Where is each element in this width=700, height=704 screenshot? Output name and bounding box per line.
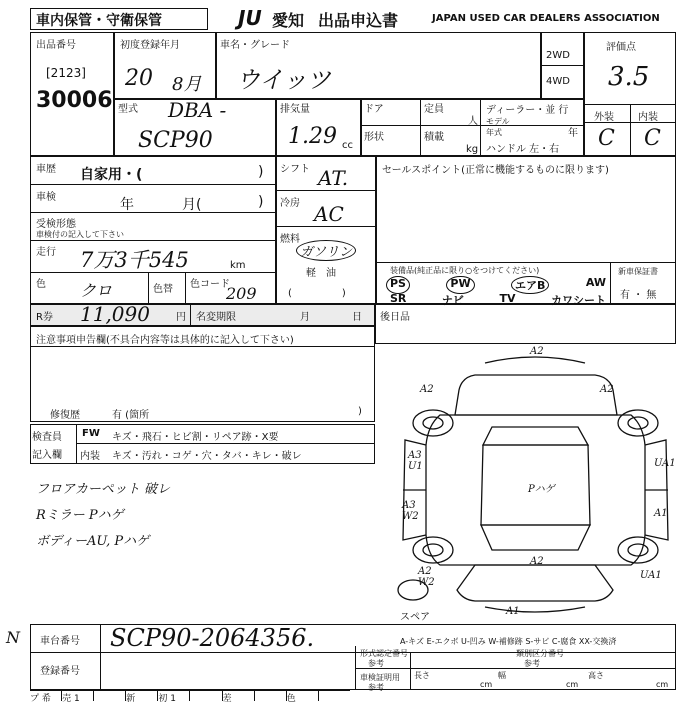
selling-points-label: セールスポイント(正常に機能するものに限ります) [382,165,609,176]
footer-cell: 色 [287,691,319,701]
color-code-value: 209 [226,284,257,303]
damage-mark-a3-w2: A3 W2 [402,500,419,522]
mileage-unit: km [230,260,246,271]
damage-mark-ua1-upper: UA1 [654,458,676,469]
drive-2wd: 2WD [546,50,570,61]
color-label: 色 [36,279,46,290]
inspector-label2: 記入欄 [32,450,62,461]
damage-legend: A-キズ E-エクボ U-凹み W-補修跡 S-サビ C-腐食 XX-交換済 [400,637,617,646]
fuel-label: 燃料 [280,234,300,245]
equipment-leather: カワシート [550,294,606,307]
shaken-close: ) [258,194,264,210]
length-unit: cm [480,680,493,689]
equipment-pw: PW [446,276,474,294]
footer-cell: 初 1 [158,691,190,701]
after-label: 後日品 [380,312,410,323]
notes-label: 注意事項申告欄(不具合内容等は具体的に記入して下さい) [36,335,294,346]
shift-label: シフト [280,164,310,175]
capacity-label: 定員 [424,104,444,115]
interior-grade: C [644,126,661,151]
inspector-comment-2: Rミラー Pハゲ [36,508,124,523]
store-label: 車内保管・守衛保管 [36,13,162,29]
name-change-day: 日 [352,312,362,323]
receive-note: 車検付の記入して下さい [36,230,124,239]
inspector-interior: 内装 [80,451,100,462]
lot-label: 出品番号 [36,40,76,51]
width-label: 幅 [498,671,506,680]
shaken-label: 車検 [36,192,56,203]
shaken-month: 月( [182,197,202,213]
lot-bracket-code: [2123] [46,66,86,80]
color-code-label: 色コード [190,279,230,290]
chassis-number: SCP90-2064356. [110,624,315,652]
damage-mark-a2-rear: A2 [530,556,544,567]
equipment-label: 装備品(純正品に限り○をつけてください) [390,266,540,275]
displacement-label: 排気量 [280,104,310,115]
damage-mark-a2-right: A2 [600,384,614,395]
equipment-ps: PS [386,276,410,294]
repair-value: 有 (箇所 [112,410,150,421]
equipment-aw: AW [585,276,606,289]
equipment-tv: TV [499,292,516,305]
org-logo: JU [238,6,262,30]
model-code: SCP90 [138,128,213,153]
length-label: 長さ [414,671,430,680]
registration-year: 20 [125,66,153,91]
cert-sub: 参考 [368,683,384,692]
damage-mark-a3-u1: A3 U1 [408,450,423,472]
class-sub: 参考 [524,659,540,668]
damage-mark-ua1-lower: UA1 [640,570,662,581]
repair-close: ) [358,406,362,417]
receive-label: 受検形態 [36,219,76,230]
car-name: ウイッツ [236,66,331,94]
grade-label: 評価点 [606,42,636,53]
shaken-year: 年 [120,197,134,213]
org-name: 愛知 [272,11,305,30]
form-title: 出品申込書 [318,11,399,30]
footer-cell: 差 [223,691,255,701]
usage-close: ) [258,164,264,180]
cert-label: 車検証明用 [360,673,400,682]
org-english: JAPAN USED CAR DEALERS ASSOCIATION [432,13,660,24]
repair-label: 修復歴 [50,410,80,421]
year-unit: 年 [568,128,578,139]
inspector-fw: FW [82,428,100,439]
width-unit: cm [566,680,579,689]
doors-label: ドア [364,104,384,115]
tax-unit: 円 [176,312,186,323]
damage-mark-roof: Pハゲ [528,484,555,495]
model-prefix: DBA - [168,98,227,122]
inspector-comment-1: フロアカーペット 破レ [36,482,171,497]
footer-row [30,690,350,704]
registration-label: 初度登録年月 [120,40,180,51]
grade-score: 3.5 [608,62,650,92]
mileage-value: 7万3千545 [80,248,189,272]
history-label: 車歴 [36,164,56,175]
lot-number: 30006 [36,88,113,113]
car-name-label: 車名・グレード [220,40,290,51]
chassis-label: 車台番号 [40,636,80,647]
damage-mark-a1-right: A1 [654,508,668,519]
model-year-label: モデル 年式 [486,117,510,137]
after-box [375,304,676,344]
equipment-airbag: エアB [511,276,549,294]
dealer-label: ディーラー・並 行 [486,105,569,116]
usage-value: 自家用・( [80,167,143,183]
interior-label: 内装 [638,112,658,123]
registration-month: 8月 [172,74,202,95]
fuel-value: ガソリン [296,240,356,261]
fuel-other: ( ) [288,288,346,299]
tax-value: 11,090 [80,302,150,326]
mileage-label: 走行 [36,247,56,258]
inspector-label: 検査員 [32,432,62,443]
equipment-sr: SR [390,292,407,305]
load-label: 積載 [424,132,444,143]
warranty-options: 有 ・ 無 [620,290,657,301]
registration-number-label: 登録番号 [40,666,80,677]
footer-cell: 新 [126,691,158,701]
tax-label: R券 [36,312,53,323]
model-label: 型式 [118,104,138,115]
form-cert-label: 形式認定番号 [360,649,408,658]
class-label: 類別区分番号 [516,649,564,658]
spare-label: スペア [400,612,430,623]
equipment-navi: ナビ [441,294,464,307]
chassis-mark: N [6,628,20,647]
load-unit: kg [466,144,479,155]
name-change-label: 名変期限 [196,312,236,323]
shape-label: 形状 [364,132,384,143]
aircon-label: 冷房 [280,198,300,209]
fuel-diesel: 軽 油 [306,268,336,279]
exterior-grade: C [598,126,615,151]
damage-mark-a2-left: A2 [420,384,434,395]
damage-mark-a2-top: A2 [530,346,544,357]
aircon-value: AC [314,202,344,226]
damage-mark-a1-rear: A1 [506,606,520,617]
inspector-comment-3: ボディーAU, Pハゲ [36,534,150,549]
height-unit: cm [656,680,669,689]
displacement-unit: cc [342,140,353,151]
color-change-label: 色替 [153,284,173,295]
damage-mark-a2-w2: A2 W2 [418,566,435,588]
footer-cell: 売 1 [62,691,94,701]
inspector-interior-items: キズ・汚れ・コゲ・穴・タバ・キレ・破レ [112,451,302,462]
color-value: クロ [80,281,113,300]
drive-4wd: 4WD [546,76,570,87]
form-cert-sub: 参考 [368,659,384,668]
height-label: 高さ [588,671,604,680]
footer-cell: プ 希 [30,691,62,701]
exterior-label: 外装 [594,112,614,123]
displacement-value: 1.29 [288,124,337,149]
capacity-unit: 人 [468,116,478,127]
inspector-fw-items: キズ・飛石・ヒビ割・リペア跡・X要 [112,432,279,443]
warranty-label: 新車保証書 [618,267,658,276]
name-change-month: 月 [300,312,310,323]
shift-value: AT. [318,166,349,190]
handle-label: ハンドル 左・右 [486,144,560,155]
